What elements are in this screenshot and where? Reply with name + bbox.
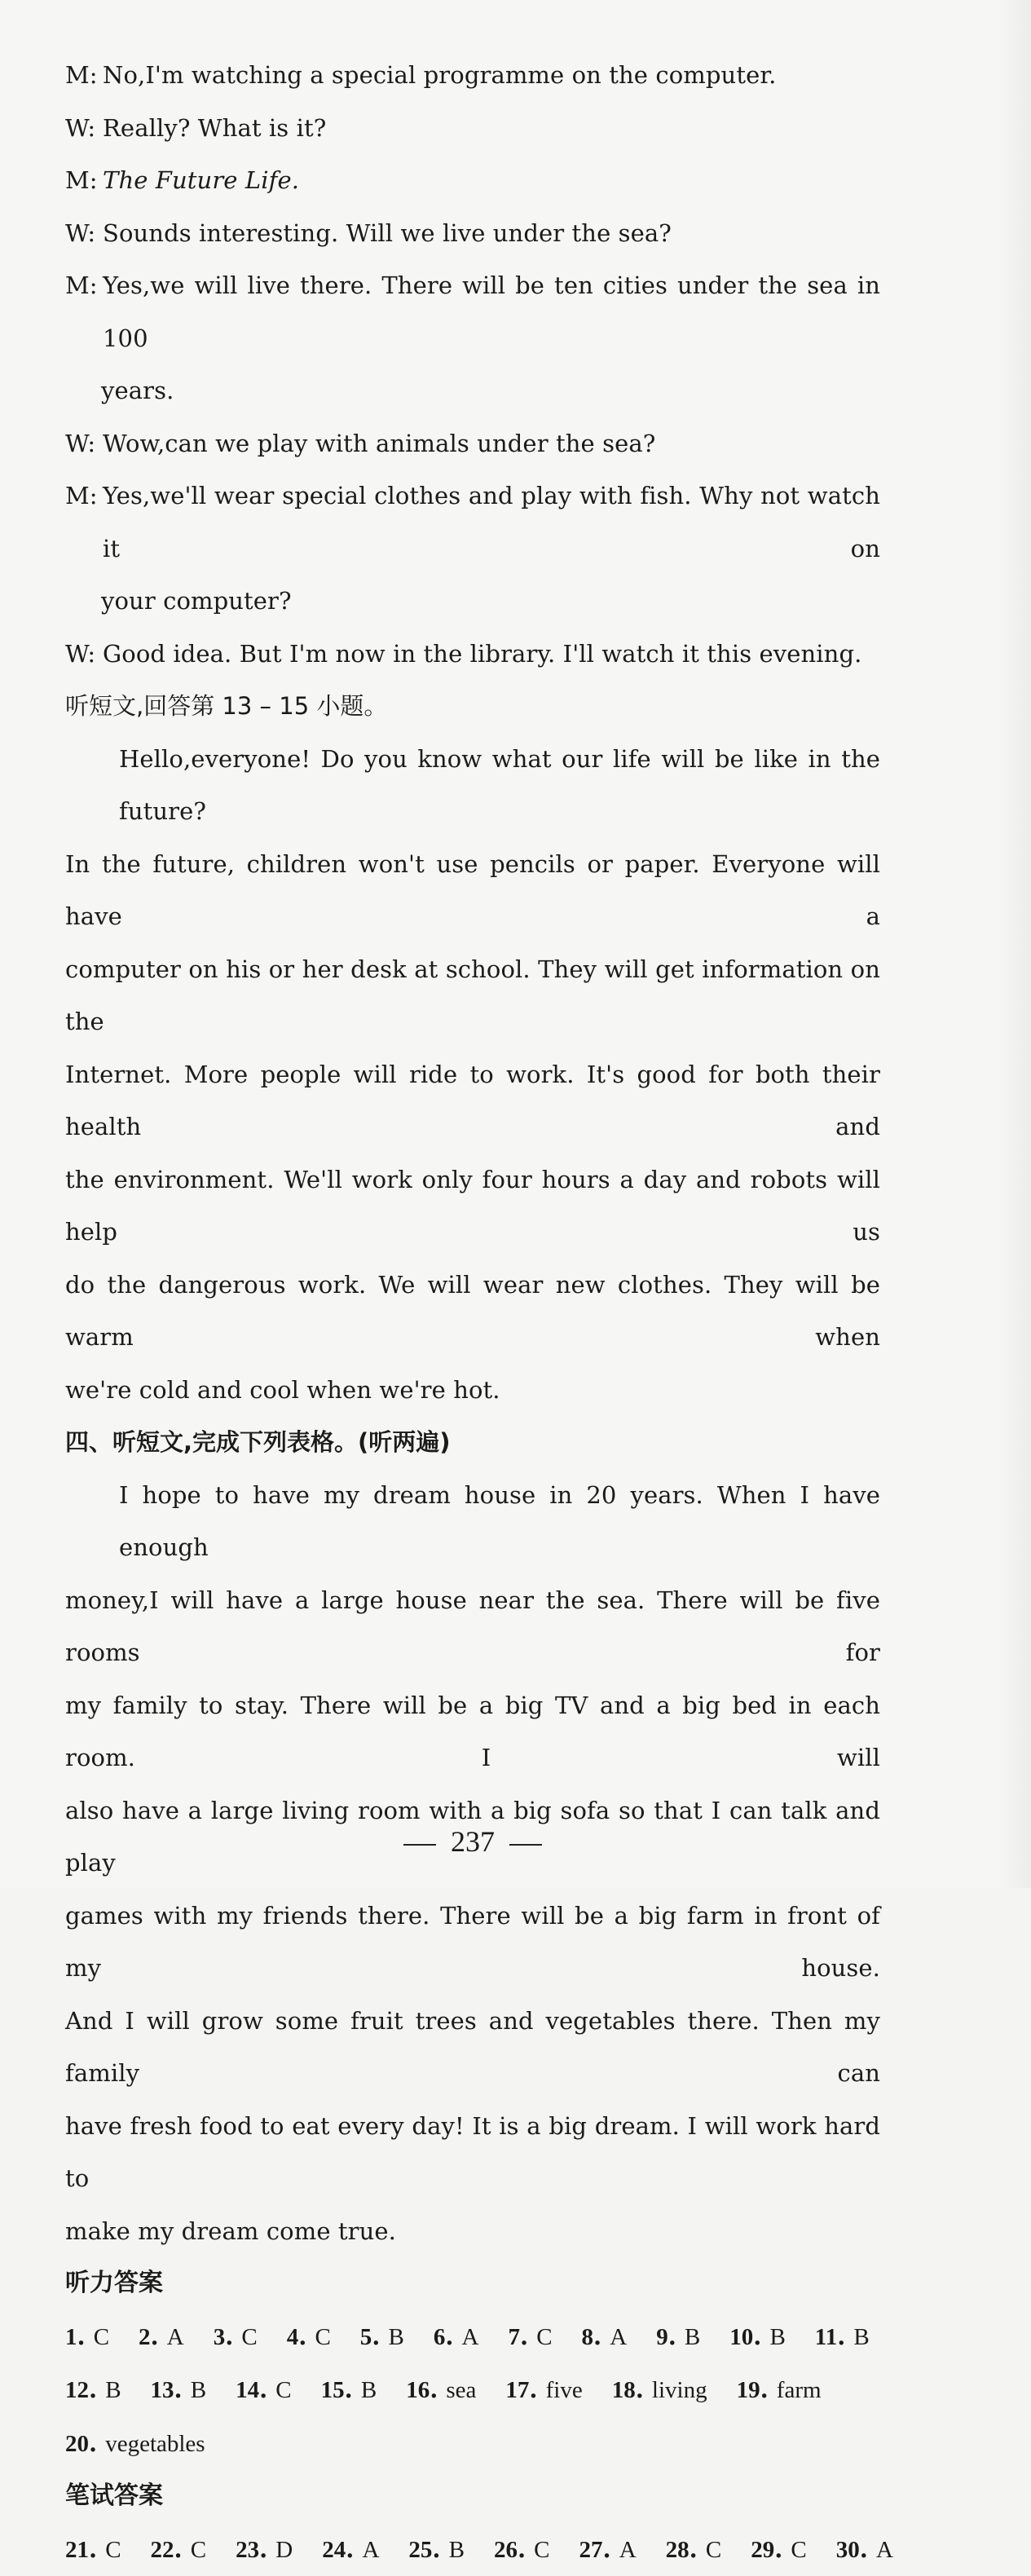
answer-number: 6 [434,2324,446,2350]
answer-number: 4 [287,2324,299,2350]
dialogue-line [65,417,880,470]
answer-dot: . [603,2535,619,2563]
answer-number: 13 [151,2377,174,2403]
answer-number: 21 [65,2537,89,2563]
answer-number: 1 [65,2324,77,2350]
answer-value: A [619,2537,637,2563]
answer-item [214,2310,258,2364]
section4-heading: 四、听短文,完成下列表格。(听两遍) [65,1416,880,1469]
answer-value: A [362,2537,379,2563]
answer-item [434,2310,479,2364]
answer-value: B [105,2377,121,2403]
answer-dot: . [298,2322,315,2350]
answer-dot: . [432,2535,448,2563]
answer-dot: . [174,2535,191,2563]
dialogue-text: Wow,can we play with animals under the sea? [103,417,880,470]
content [65,49,880,2576]
answer-item [751,2523,807,2576]
answer-value: C [534,2537,549,2563]
answer-number: 25 [408,2537,432,2563]
answer-dot: . [89,2375,105,2403]
passage1 [65,733,880,1417]
answer-item [509,2310,553,2364]
answer-item [151,2363,207,2417]
answer-number: 16 [406,2377,430,2403]
listening-answers [65,2310,880,2471]
answer-number: 24 [322,2537,346,2563]
speaker-label: W: [65,628,103,681]
answer-number: 20 [65,2431,89,2457]
passage-line: games with my friends there. There will be a big farm in front of my house. [65,1890,880,1995]
answer-row [65,2310,880,2364]
answer-value: C [536,2324,552,2350]
passage-line: In the future, children won't use pencils or paper. Everyone will have a [65,838,880,943]
answer-dot: . [346,2535,362,2563]
dialogue-text: Yes,we will live there. There will be ten cities under the sea in 100 [103,259,880,364]
answer-number: 5 [360,2324,372,2350]
answer-item [321,2363,377,2417]
answer-dot: . [77,2322,94,2350]
answer-value: B [769,2324,785,2350]
speaker-label: M: [65,49,103,102]
answer-number: 17 [505,2377,529,2403]
answer-item [815,2310,870,2364]
passage-line: the environment. We'll work only four hours a day and robots will help us [65,1153,880,1259]
answer-number: 19 [737,2377,760,2403]
speaker-label: M: [65,154,103,207]
answer-number: 9 [656,2324,668,2350]
answer-value: C [315,2324,330,2350]
answer-item [65,2310,109,2364]
answer-item [287,2310,331,2364]
answer-value: B [191,2377,206,2403]
answer-value: C [241,2324,257,2350]
answer-value: A [610,2324,627,2350]
answer-number: 15 [321,2377,345,2403]
answer-row [65,2523,880,2576]
passage2 [65,1469,880,2258]
answer-item [656,2310,700,2364]
dialogue-line [65,207,880,260]
answer-item [65,2363,121,2417]
answer-dot: . [89,2429,105,2457]
speaker-label: W: [65,102,103,155]
passage-line: do the dangerous work. We will wear new clothes. They will be warm when [65,1259,880,1364]
answer-dot: . [668,2322,685,2350]
passage-line: Hello,everyone! Do you know what our life will be like in the future? [65,733,880,838]
answer-dot: . [225,2322,241,2350]
answer-value: B [361,2377,377,2403]
answer-dot: . [690,2535,706,2563]
dialogue-section [65,49,880,680]
dialogue-line [65,628,880,681]
answer-number: 8 [582,2324,594,2350]
dialogue-text: No,I'm watching a special programme on the computer. [103,49,880,102]
answer-value: C [94,2324,109,2350]
answer-value: farm [777,2377,822,2403]
answer-row [65,2417,880,2471]
answer-item [65,2523,121,2576]
passage-line: also have a large living room with a big sofa so that I can talk and play [65,1784,880,1890]
answer-dot: . [529,2375,545,2403]
written-answers-title: 笔试答案 [65,2470,880,2523]
answer-item [322,2523,379,2576]
answer-dot: . [430,2375,446,2403]
answer-dot: . [345,2375,361,2403]
answer-item [505,2363,582,2417]
answer-item [151,2523,207,2576]
dialogue-text: Yes,we'll wear special clothes and play with fish. Why not watch it on [103,470,880,575]
page-number [65,1824,880,1859]
answer-value: B [685,2324,700,2350]
answer-value: C [105,2537,121,2563]
page-edge-shadow [998,0,1031,1888]
answer-item [612,2363,707,2417]
passage1-heading: 听短文,回答第 13 – 15 小题。 [65,680,880,733]
answer-value: D [275,2537,293,2563]
page-number-dash-right [509,1844,542,1846]
answer-item [406,2363,476,2417]
dialogue-text: Really? What is it? [103,102,880,155]
dialogue-continuation: years. [65,364,880,417]
passage-line: have fresh food to eat every day! It is a big dream. I will work hard to [65,2100,880,2205]
answer-dot: . [760,2375,777,2403]
answer-value: C [275,2377,291,2403]
dialogue-text: Sounds interesting. Will we live under the sea? [103,207,880,260]
answer-item [408,2523,465,2576]
written-answers [65,2523,880,2576]
page-number-value: 237 [451,1825,495,1858]
answer-dot: . [774,2535,791,2563]
answer-dot: . [593,2322,610,2350]
speaker-label: W: [65,207,103,260]
answer-dot: . [89,2535,105,2563]
passage-line: we're cold and cool when we're hot. [65,1364,880,1417]
answer-number: 7 [509,2324,521,2350]
answer-number: 3 [214,2324,226,2350]
answer-value: C [706,2537,721,2563]
answer-value: five [546,2377,583,2403]
answer-row [65,2363,880,2417]
dialogue-continuation: your computer? [65,575,880,628]
answer-dot: . [259,2375,275,2403]
dialogue-line [65,49,880,102]
dialogue-text: Good idea. But I'm now in the library. I'll watch it this evening. [103,628,880,681]
answer-item [236,2363,292,2417]
dialogue-line [65,470,880,575]
listening-answers-title: 听力答案 [65,2257,880,2310]
answer-value: B [449,2537,465,2563]
dialogue-line [65,102,880,155]
answer-number: 2 [139,2324,151,2350]
dialogue-line [65,259,880,364]
answer-dot: . [259,2535,275,2563]
passage-line: make my dream come true. [65,2205,880,2258]
dialogue-text: The Future Life. [103,154,880,207]
answer-item [582,2310,628,2364]
answer-dot: . [753,2322,769,2350]
dialogue-line [65,154,880,207]
answer-dot: . [837,2322,853,2350]
answer-value: sea [446,2377,476,2403]
answer-dot: . [445,2322,461,2350]
answer-number: 30 [836,2537,860,2563]
answer-value: B [389,2324,404,2350]
answer-number: 10 [729,2324,753,2350]
answer-dot: . [860,2535,876,2563]
answer-number: 27 [579,2537,603,2563]
speaker-label: M: [65,259,103,364]
answer-number: 18 [612,2377,636,2403]
answer-value: A [167,2324,184,2350]
answer-item [360,2310,404,2364]
answer-number: 11 [815,2324,837,2350]
answer-value: vegetables [105,2431,205,2457]
answer-dot: . [520,2322,536,2350]
passage-line: my family to stay. There will be a big TV and a big bed in each room. I will [65,1679,880,1784]
answer-number: 29 [751,2537,774,2563]
answer-number: 22 [151,2537,174,2563]
answer-item [729,2310,786,2364]
answer-number: 23 [236,2537,259,2563]
answer-value: A [462,2324,479,2350]
answer-item [139,2310,184,2364]
answer-item [236,2523,293,2576]
speaker-label: W: [65,417,103,470]
answer-item [494,2523,550,2576]
page-number-dash-left [403,1844,436,1846]
answer-dot: . [518,2535,534,2563]
answer-number: 14 [236,2377,259,2403]
answer-dot: . [636,2375,652,2403]
answer-item [737,2363,822,2417]
answer-value: C [791,2537,806,2563]
answer-number: 28 [666,2537,690,2563]
answer-value: living [652,2377,707,2403]
answer-item [836,2523,893,2576]
passage-line: And I will grow some fruit trees and vegetables there. Then my family can [65,1995,880,2100]
answer-number: 26 [494,2537,518,2563]
passage-line: Internet. More people will ride to work. It's good for both their health and [65,1048,880,1153]
answer-item [666,2523,722,2576]
passage-line: I hope to have my dream house in 20 years. When I have enough [65,1469,880,1574]
answer-value: A [876,2537,893,2563]
passage-line: computer on his or her desk at school. They will get information on the [65,943,880,1048]
speaker-label: M: [65,470,103,575]
answer-value: C [191,2537,206,2563]
answer-dot: . [151,2322,167,2350]
answer-dot: . [372,2322,388,2350]
passage-line: money,I will have a large house near the sea. There will be five rooms for [65,1574,880,1679]
answer-item [65,2417,205,2471]
answer-value: B [853,2324,869,2350]
answer-dot: . [174,2375,191,2403]
answer-number: 12 [65,2377,89,2403]
answer-item [579,2523,637,2576]
